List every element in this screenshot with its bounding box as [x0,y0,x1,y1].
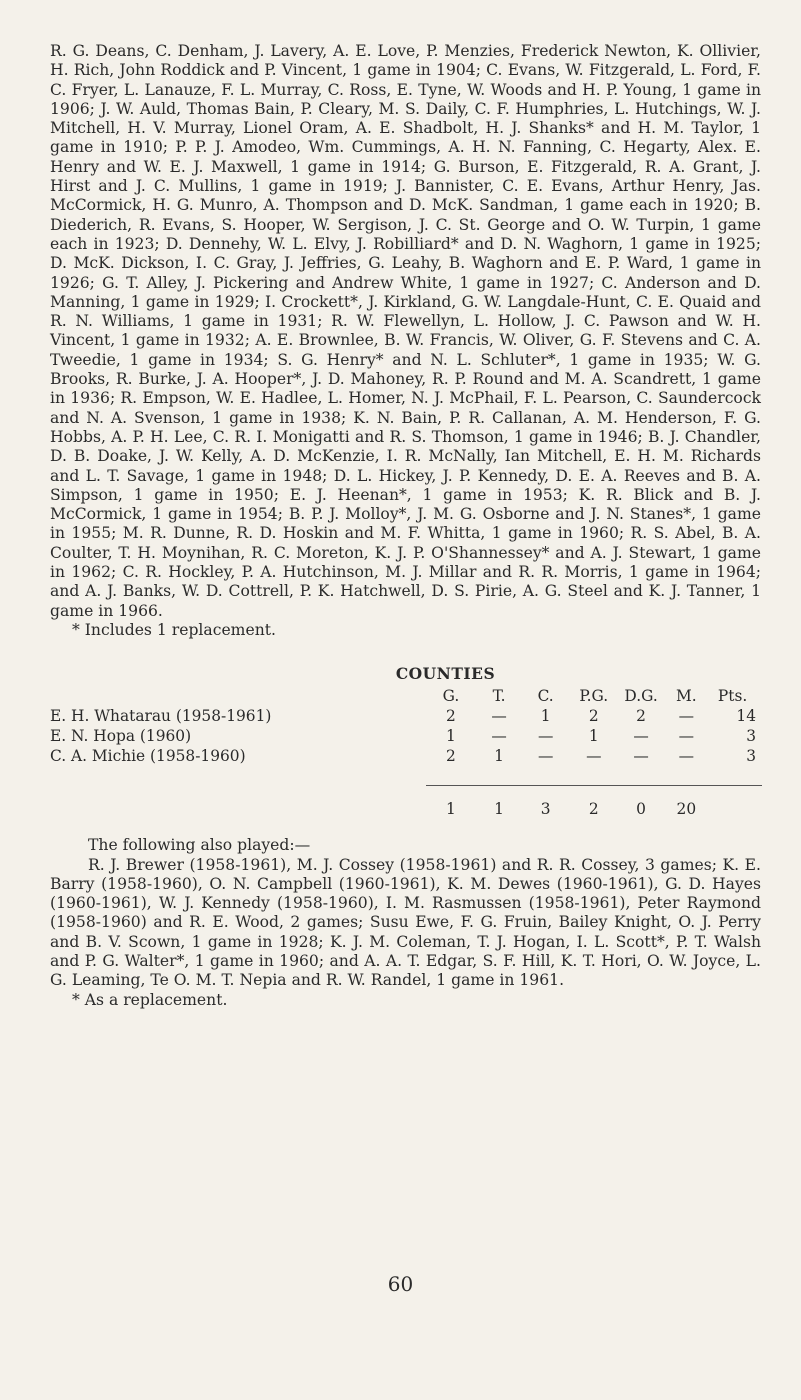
total-drop-goals: 0 [619,786,664,819]
header-penalty-goals: P.G. [579,687,609,706]
also-played-heading: The following also played:— [88,836,311,855]
replacement-footnote: * Includes 1 replacement. [72,620,276,639]
header-tries: T. [492,687,506,706]
also-played-paragraph: R. J. Brewer (1958-1961), M. J. Cossey (1958-1961) and R. R. Cossey, 3 games; K. E. Barry (1958-1960), O. N. Campbell (1960-1961), K. M. Dewes (1960-1961), G. D. Hayes (1960-1961), W. J. Kennedy (1958-1960), I. M. Rasmussen (1958-1961), Peter Raymond (1958-1960) and R. E. Wood, 2 games; Susu Ewe, F. G. Fruin, Bailey Knight, O. J. Perry and B. V. Scown, 1 game in 1928; K. J. M. Coleman, T. J. Hogan, I. L. Scott*, P. T. Walsh and P. G. Walter*, 1 game in 1960; and A. A. T. Edgar, S. F. Hill, K. T. Hori, O. W. Joyce, L. G. Leaming, Te O. M. T. Nepia and R. W. Randel, 1 game in 1961. [50,855,761,990]
cell-tries: — [491,727,507,746]
cell-points: 3 [746,747,756,766]
cell-penalty-goals: 1 [588,727,599,746]
total-penalty-goals: 2 [569,786,619,819]
counties-title: COUNTIES [395,664,496,684]
cell-marks: — [678,707,695,726]
header-conversions: C. [537,687,554,706]
counties-table [50,685,762,818]
cell-goals: 2 [446,747,456,766]
cell-conversions: — [537,747,554,766]
header-marks: M. [676,687,697,706]
cell-drop-goals: — [633,727,649,746]
cell-tries: 1 [494,747,504,766]
also-played-footnote: * As a replacement. [72,990,228,1009]
table-row [50,745,762,765]
cell-points: 14 [736,707,756,726]
cell-penalty-goals: — [586,747,602,766]
players-paragraph: R. G. Deans, C. Denham, J. Lavery, A. E. Love, P. Menzies, Frederick Newton, K. Ollivier, H. Rich, John Roddick and P. Vincent, 1 game in 1904; C. Evans, W. Fitzgerald, L. Ford, F. C. Fryer, L. Lanauze, F. L. Murray, C. Ross, E. Tyne, W. Woods and H. P. Young, 1 game in 1906; J. W. Auld, Thomas Bain, P. Cleary, M. S. Daily, C. F. Humphries, L. Hutchings, W. J. Mitchell, H. V. Murray, Lionel Oram, A. E. Shadbolt, H. J. Shanks* and H. M. Taylor, 1 game in 1910; P. P. J. Amodeo, Wm. Cummings, A. H. N. Fanning, C. Hegarty, Alex. E. Henry and W. E. J. Maxwell, 1 game in 1914; G. Burson, E. Fitzgerald, R. A. Grant, J. Hirst and J. C. Mullins, 1 game in 1919; J. Bannister, C. E. Evans, Arthur Henry, Jas. McCormick, H. G. Munro, A. Thompson and D. McK. Sandman, 1 game each in 1920; B. Diederich, R. Evans, S. Hooper, W. Sergison, J. C. St. George and O. W. Turpin, 1 game each in 1923; D. Dennehy, W. L. Elvy, J. Robilliard* and D. N. Waghorn, 1 game in 1925; D. McK. Dickson, I. C. Gray, J. Jeffries, G. Leahy, B. Waghorn and E. P. Ward, 1 game in 1926; G. T. Alley, J. Pickering and Andrew White, 1 game in 1927; C. Anderson and D. Manning, 1 game in 1929; I. Crockett*, J. Kirkland, G. W. Langdale-Hunt, C. E. Quaid and R. N. Williams, 1 game in 1931; R. W. Flewellyn, L. Hollow, J. C. Pawson and W. H. Vincent, 1 game in 1932; A. E. Brownlee, B. W. Francis, W. Oliver, G. F. Stevens and C. A. Tweedie, 1 game in 1934; S. G. Henry* and N. L. Schluter*, 1 game in 1935; W. G. Brooks, R. Burke, J. A. Hooper*, J. D. Mahoney, R. P. Round and M. A. Scandrett, 1 game in 1936; R. Empson, W. E. Hadlee, L. Homer, N. J. McPhail, F. L. Pearson, C. Saundercock and N. A. Svenson, 1 game in 1938; K. N. Bain, P. R. Callanan, A. M. Henderson, F. G. Hobbs, A. P. H. Lee, C. R. I. Monigatti and R. S. Thomson, 1 game in 1946; B. J. Chandler, D. B. Doake, J. W. Kelly, A. D. McKenzie, I. R. McNally, Ian Mitchell, E. H. M. Richards and L. T. Savage, 1 game in 1948; D. L. Hickey, J. P. Kennedy, D. E. A. Reeves and B. A. Simpson, 1 game in 1950; E. J. Heenan*, 1 game in 1953; K. R. Blick and B. J. McCormick, 1 game in 1954; B. P. J. Molloy*, J. M. G. Osborne and J. N. Stanes*, 1 game in 1955; M. R. Dunne, R. D. Hoskin and M. F. Whitta, 1 game in 1960; R. S. Abel, B. A. Coulter, T. H. Moynihan, R. C. Moreton, K. J. P. O'Shannessey* and A. J. Stewart, 1 game in 1962; C. R. Hockley, P. A. Hutchinson, M. J. Millar and R. R. Morris, 1 game in 1964; and A. J. Banks, W. D. Cottrell, P. K. Hatchwell, D. S. Pirie, A. G. Steel and K. J. Tanner, 1 game in 1966. [50,42,761,620]
table-row [50,725,762,745]
header-blank [50,685,426,705]
spacer-row [50,765,762,786]
table-header-row [50,685,762,705]
totals-row [50,786,762,819]
header-drop-goals: D.G. [624,687,658,706]
cell-goals: 1 [446,727,456,746]
totals-label [50,786,426,819]
total-points [709,786,762,819]
total-conversions: 3 [522,786,569,819]
cell-drop-goals: — [633,747,649,766]
page-number: 60 [387,1272,414,1296]
cell-points: 3 [746,727,756,746]
table-row [50,705,762,725]
cell-conversions: — [537,727,554,746]
header-goals: G. [442,687,460,706]
total-goals: 1 [426,786,476,819]
total-marks: 20 [664,786,710,819]
cell-marks: — [678,747,695,766]
total-tries: 1 [476,786,523,819]
cell-penalty-goals: 2 [588,707,599,726]
cell-marks: — [678,727,695,746]
player-name: E. H. Whatarau (1958-1961) [50,707,272,726]
cell-conversions: 1 [540,707,551,726]
header-points: Pts. [717,687,748,706]
player-name: C. A. Michie (1958-1960) [50,747,246,766]
cell-tries: — [491,707,507,726]
player-name: E. N. Hopa (1960) [50,727,192,746]
cell-drop-goals: 2 [636,707,646,726]
cell-goals: 2 [446,707,456,726]
